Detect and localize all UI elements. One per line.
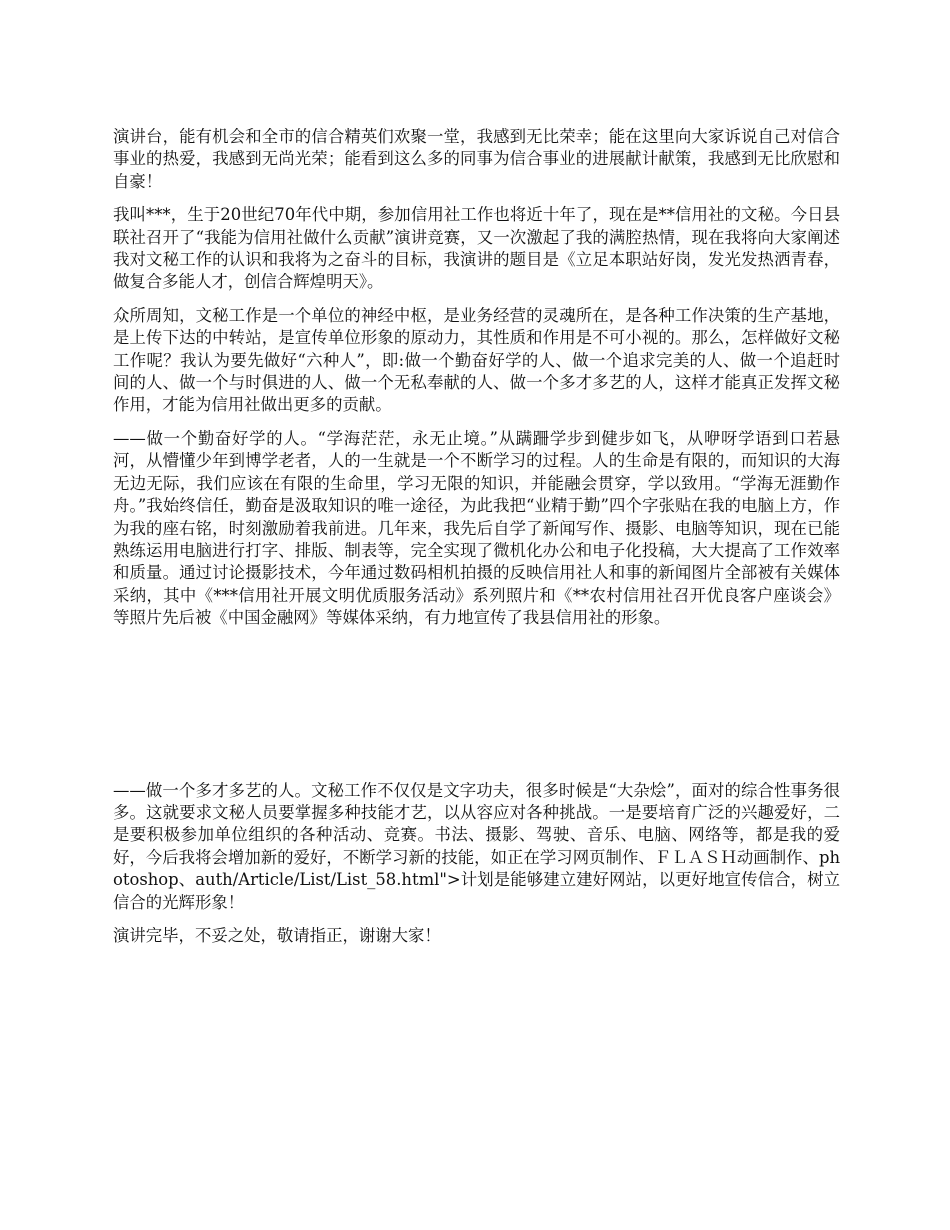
paragraph-six-kinds-of-people: 众所周知，文秘工作是一个单位的神经中枢，是业务经营的灵魂所在，是各种工作决策的生产基地，是上传下达的中转站，是宣传单位形象的原动力，其性质和作用是不可小视的。那么，怎样做好文秘工作呢？我认为要先做好“六种人”，即:做一个勤奋好学的人、做一个追求完美的人、做一个追赶时间的人、做一个与时俱进的人、做一个无私奉献的人、做一个多才多艺的人，这样才能真正发挥文秘作用，才能为信用社做出更多的贡献。 — [113, 305, 840, 415]
paragraph-diligent-learner: ——做一个勤奋好学的人。“学海茫茫，永无止境。”从蹒跚学步到健步如飞，从咿呀学语到口若悬河，从懵懂少年到博学老者，人的一生就是一个不断学习的过程。人的生命是有限的，而知识的大海无边无际，我们应该在有限的生命里，学习无限的知识，并能融会贯穿，学以致用。“学海无涯勤作舟。”我始终信任，勤奋是汲取知识的唯一途径，为此我把“业精于勤”四个字张贴在我的电脑上方，作为我的座右铭，时刻激励着我前进。几年来，我先后自学了新闻写作、摄影、电脑等知识，现在已能熟练运用电脑进行打字、排版、制表等，完全实现了微机化办公和电子化投稿，大大提高了工作效率和质量。通过讨论摄影技术，今年通过数码相机拍摄的反映信用社人和事的新闻图片全部被有关媒体采纳，其中《***信用社开展文明优质服务活动》系列照片和《**农村信用社召开优良客户座谈会》等照片先后被《中国金融网》等媒体采纳，有力地宣传了我县信用社的形象。 — [113, 428, 840, 628]
document-body — [113, 126, 840, 947]
paragraph-closing: 演讲完毕，不妥之处，敬请指正，谢谢大家！ — [113, 925, 441, 945]
paragraph-opening: 演讲台，能有机会和全市的信合精英们欢聚一堂，我感到无比荣幸；能在这里向大家诉说自己对信合事业的热爱，我感到无尚光荣；能看到这么多的同事为信合事业的进展献计献策，我感到无比欣慰和自豪！ — [113, 127, 840, 191]
paragraph-versatile-person: ——做一个多才多艺的人。文秘工作不仅仅是文字功夫，很多时候是“大杂烩”，面对的综合性事务很多。这就要求文秘人员要掌握多种技能才艺，以从容应对各种挑战。一是要培育广泛的兴趣爱好，二是要积极参加单位组织的各种活动、竞赛。书法、摄影、驾驶、音乐、电脑、网络等，都是我的爱好，今后我将会增加新的爱好，不断学习新的技能，如正在学习网页制作、ＦＬＡＳＨ动画制作、photoshop、auth/Article/List/List_58.html">计划是能够建立建好网站，以更好地宣传信合，树立信合的光辉形象！ — [113, 780, 840, 912]
paragraph-self-introduction: 我叫***，生于20世纪70年代中期，参加信用社工作也将近十年了，现在是**信用社的文秘。今日县联社召开了“我能为信用社做什么贡献”演讲竞赛，又一次激起了我的满腔热情，现在我将向大家阐述我对文秘工作的认识和我将为之奋斗的目标，我演讲的题目是《立足本职站好岗，发光发热洒青春，做复合多能人才，创信合辉煌明天》。 — [113, 205, 840, 292]
blank-gap — [113, 630, 840, 780]
